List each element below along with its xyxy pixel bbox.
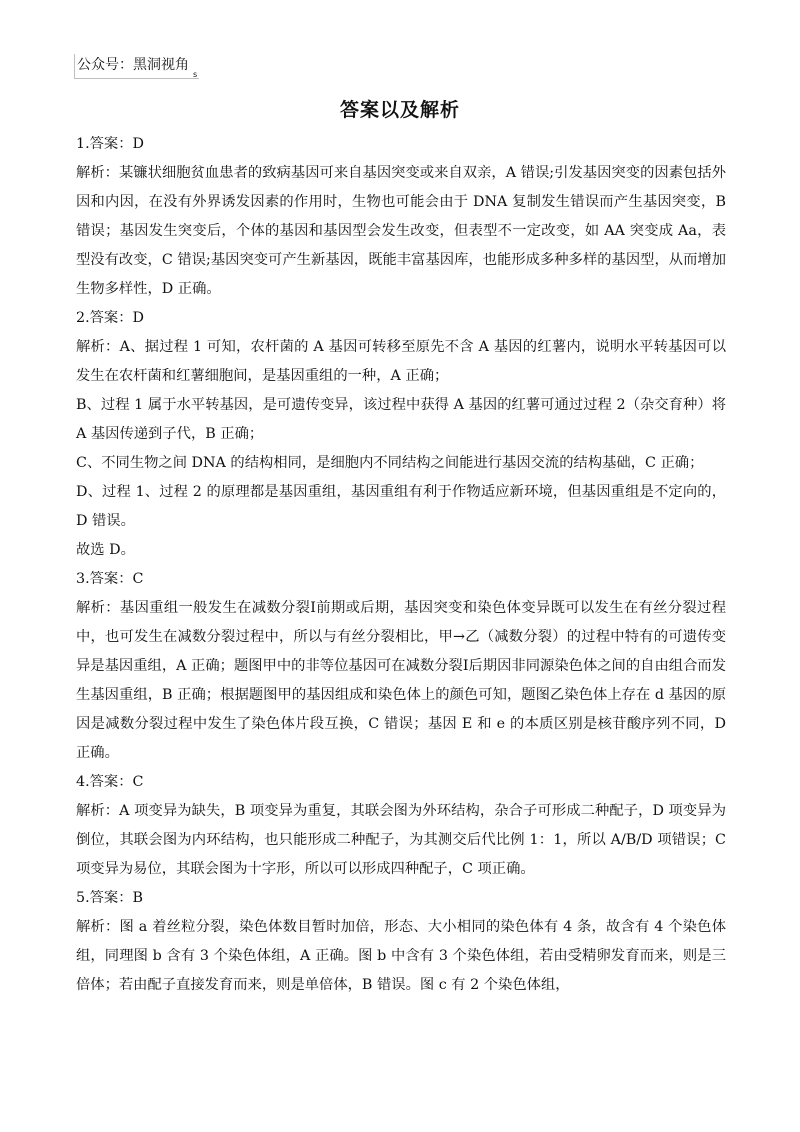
answer-4-explanation: 解析：A 项变异为缺失，B 项变异为重复，其联会图为外环结构，杂合子可形成二种配子，D 项变异为倒位，其联会图为内环结构，也只能形成二种配子，为其测交后代比例 1：1，所以 A/B/D 项错误；C 项变异为易位，其联会图为十字形，所以可以形成四种配子，C 项正确。 (76, 803, 726, 877)
answer-2-explanation-b: B、过程 1 属于水平转基因，是可遗传变异，该过程中获得 A 基因的红薯可通过过程 2（杂交育种）将 A 基因传递到子代，B 正确； (76, 397, 726, 442)
answer-5-explanation: 解析：图 a 着丝粒分裂，染色体数目暂时加倍，形态、大小相同的染色体有 4 条，故含有 4 个染色体组，同理图 b 含有 3 个染色体组，A 正确。图 b 中含有 3 个染色体组，若由受精卵发育而来，则是三倍体；若由配子直接发育而来，则是单倍体，B 错误。图 c 有 2 个染色体组， (76, 919, 726, 993)
answer-2-explanation-d: D、过程 1、过程 2 的原理都是基因重组，基因重组有利于作物适应新环境，但基因重组是不定向的，D 错误。 (76, 484, 726, 529)
answer-2-explanation-c: C、不同生物之间 DNA 的结构相同，是细胞内不同结构之间能进行基因交流的结构基础，C 正确； (76, 455, 704, 471)
answer-2-heading: 2.答案：D (76, 310, 144, 326)
document-title: 答案以及解析 (339, 99, 460, 121)
watermark-text: 公众号：黑洞视角 (77, 57, 189, 73)
answer-1-heading: 1.答案：D (76, 136, 144, 152)
watermark-suffix: s (193, 70, 198, 79)
answer-1-explanation: 解析：某镰状细胞贫血患者的致病基因可来自基因突变或来自双亲，A 错误;引发基因突变的因素包括外因和内因，在没有外界诱发因素的作用时，生物也可能会由于 DNA 复制发生错误而产生基因突变，B 错误；基因发生突变后，个体的基因和基因型会发生改变，但表型不一定改变，如 AA 突变成 Aa，表型没有改变，C 错误;基因突变可产生新基因，既能丰富基因库，也能形成多种多样的基因型，从而增加生物多样性，D 正确。 (76, 165, 726, 297)
answer-4-heading: 4.答案：C (76, 774, 144, 790)
answer-5-heading: 5.答案：B (76, 890, 144, 906)
watermark-label (74, 54, 199, 79)
answer-content (76, 130, 726, 1000)
answer-2-explanation-a: 解析：A、据过程 1 可知，农杆菌的 A 基因可转移至原先不含 A 基因的红薯内，说明水平转基因可以发生在农杆菌和红薯细胞间，是基因重组的一种，A 正确； (76, 339, 726, 384)
answer-3-heading: 3.答案：C (76, 571, 144, 587)
answer-3-explanation: 解析：基因重组一般发生在减数分裂Ⅰ前期或后期，基因突变和染色体变异既可以发生在有丝分裂过程中，也可发生在减数分裂过程中，所以与有丝分裂相比，甲→乙（减数分裂）的过程中特有的可遗传变异是基因重组，A 正确；题图甲中的非等位基因可在减数分裂Ⅰ后期因非同源染色体之间的自由组合而发生基因重组，B 正确；根据题图甲的基因组成和染色体上的颜色可知，题图乙染色体上存在 d 基因的原因是减数分裂过程中发生了染色体片段互换，C 错误；基因 E 和 e 的本质区别是核苷酸序列不同，D 正确。 (76, 600, 726, 761)
answer-2-conclusion: 故选 D。 (76, 542, 135, 558)
